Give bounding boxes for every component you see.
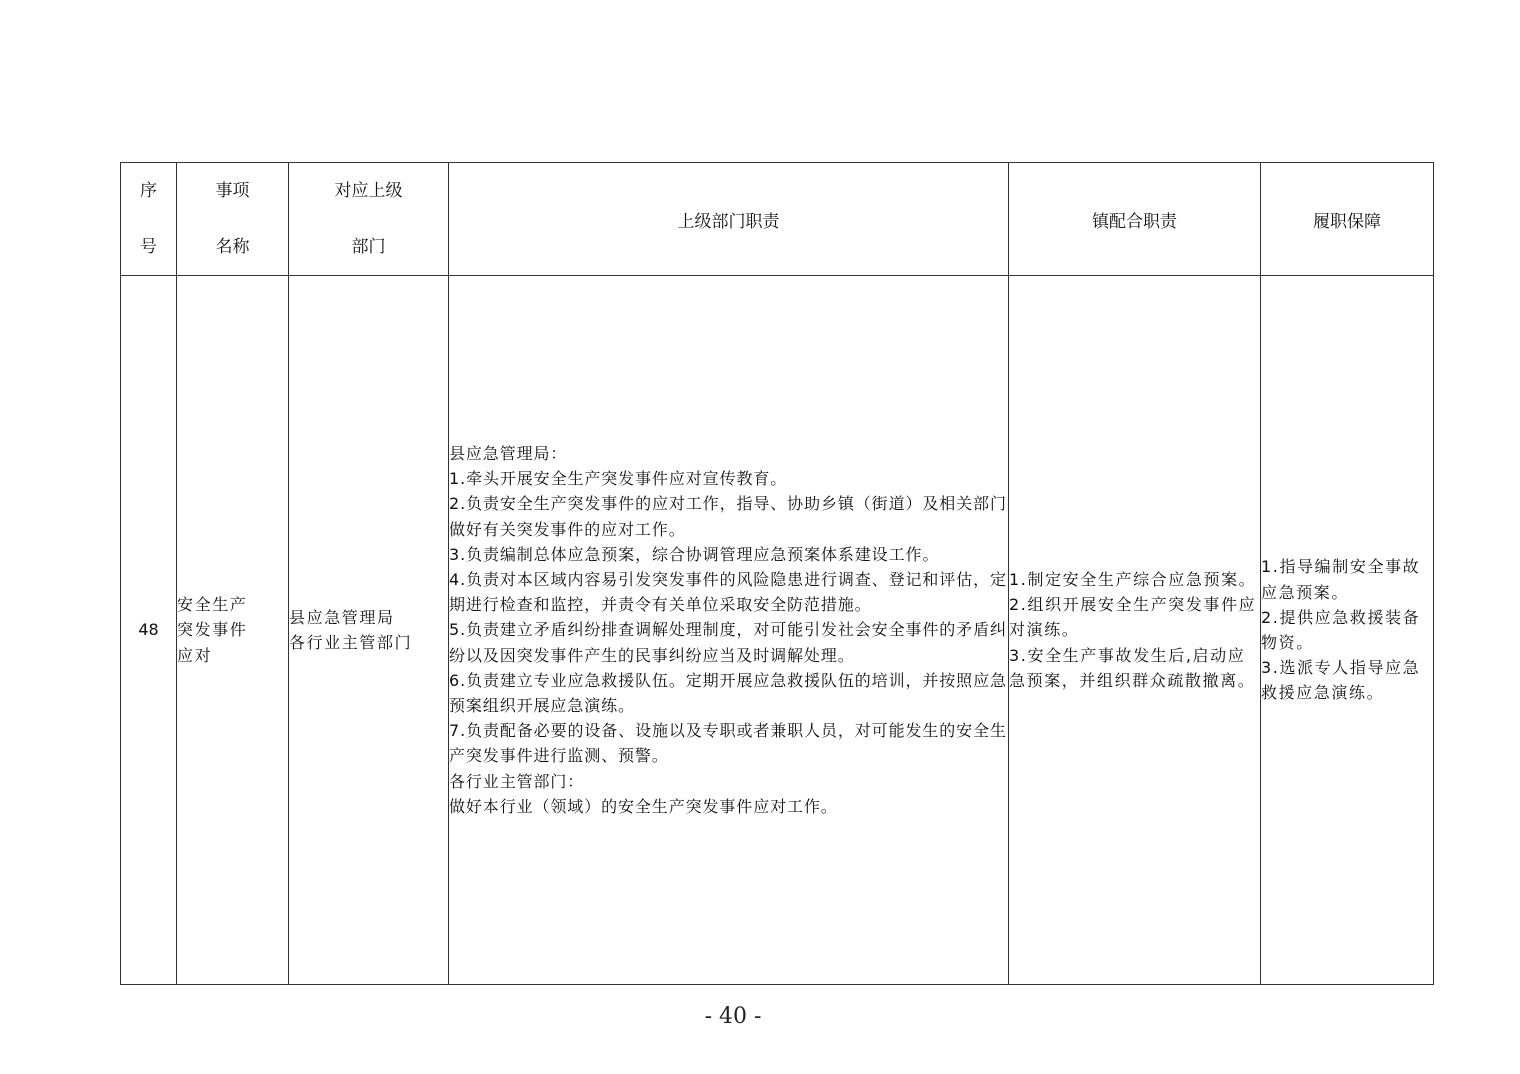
table-row (121, 276, 1434, 985)
superior-duty-line: 5.负责建立矛盾纠纷排查调解处理制度，对可能引发社会安全事件的矛盾纠纷以及因突发事件产生的民事纠纷应当及时调解处理。 (449, 620, 1007, 665)
town-duty-line: 3.安全生产事故发生后,启动应急预案，并组织群众疏散撤离。 (1009, 645, 1256, 690)
header-item-name (177, 163, 289, 276)
item-name-line: 应对 (177, 645, 213, 665)
superior-duty-line: 7.负责配备必要的设备、设施以及专职或者兼职人员，对可能发生的安全生产突发事件进行监测、预警。 (449, 721, 1007, 766)
row-item-name (177, 276, 289, 985)
duty-table (120, 162, 1434, 985)
town-duty-line: 1.制定安全生产综合应急预案。 (1009, 569, 1257, 589)
page-number: - 40 - (704, 1004, 762, 1029)
header-town-duty: 镇配合职责 (1009, 163, 1261, 276)
guarantee-line: 1.指导编制安全事故应急预案。 (1261, 557, 1421, 602)
row-seq: 48 (121, 276, 177, 985)
header-seq-line1: 序 (140, 181, 157, 201)
row-guarantees (1261, 276, 1434, 985)
table-header-row (121, 163, 1434, 276)
header-seq (121, 163, 177, 276)
header-item-line1: 事项 (215, 181, 250, 201)
row-departments (289, 276, 449, 985)
header-dept-line2: 部门 (351, 237, 386, 257)
superior-duty-line: 4.负责对本区域内容易引发突发事件的风险隐患进行调查、登记和评估，定期进行检查和监控，并责令有关单位采取安全防范措施。 (449, 569, 1007, 615)
header-guarantee: 履职保障 (1261, 163, 1434, 276)
item-name-line: 安全生产 (177, 595, 248, 615)
superior-duty-line: 3.负责编制总体应急预案，综合协调管理应急预案体系建设工作。 (449, 544, 940, 564)
superior-duty-line: 各行业主管部门： (449, 771, 585, 791)
department-line: 各行业主管部门 (289, 633, 413, 652)
guarantee-line: 2.提供应急救援装备物资。 (1261, 607, 1421, 652)
town-duty-line: 2.组织开展安全生产突发事件应对演练。 (1009, 595, 1257, 640)
header-superior-duty: 上级部门职责 (449, 163, 1009, 276)
item-name-line: 突发事件 (177, 620, 248, 640)
row-superior-duties (449, 276, 1009, 985)
superior-duty-line: 做好本行业（领域）的安全生产突发事件应对工作。 (449, 796, 838, 816)
header-dept-line1: 对应上级 (334, 181, 403, 201)
guarantee-line: 3.选派专人指导应急救援应急演练。 (1261, 658, 1421, 703)
superior-duty-line: 1.牵头开展安全生产突发事件应对宣传教育。 (449, 469, 788, 489)
department-line: 县应急管理局 (289, 607, 395, 627)
superior-duty-line: 县应急管理局： (449, 443, 568, 463)
superior-duty-line: 6.负责建立专业应急救援队伍。定期开展应急救援队伍的培训，并按照应急预案组织开展应急演练。 (449, 670, 1007, 715)
header-item-line2: 名称 (215, 237, 250, 257)
superior-duty-line: 2.负责安全生产突发事件的应对工作，指导、协助乡镇（街道）及相关部门做好有关突发事件的应对工作。 (449, 494, 1007, 539)
header-superior-dept (289, 163, 449, 276)
header-seq-line2: 号 (140, 237, 157, 257)
row-town-duties (1009, 276, 1261, 985)
